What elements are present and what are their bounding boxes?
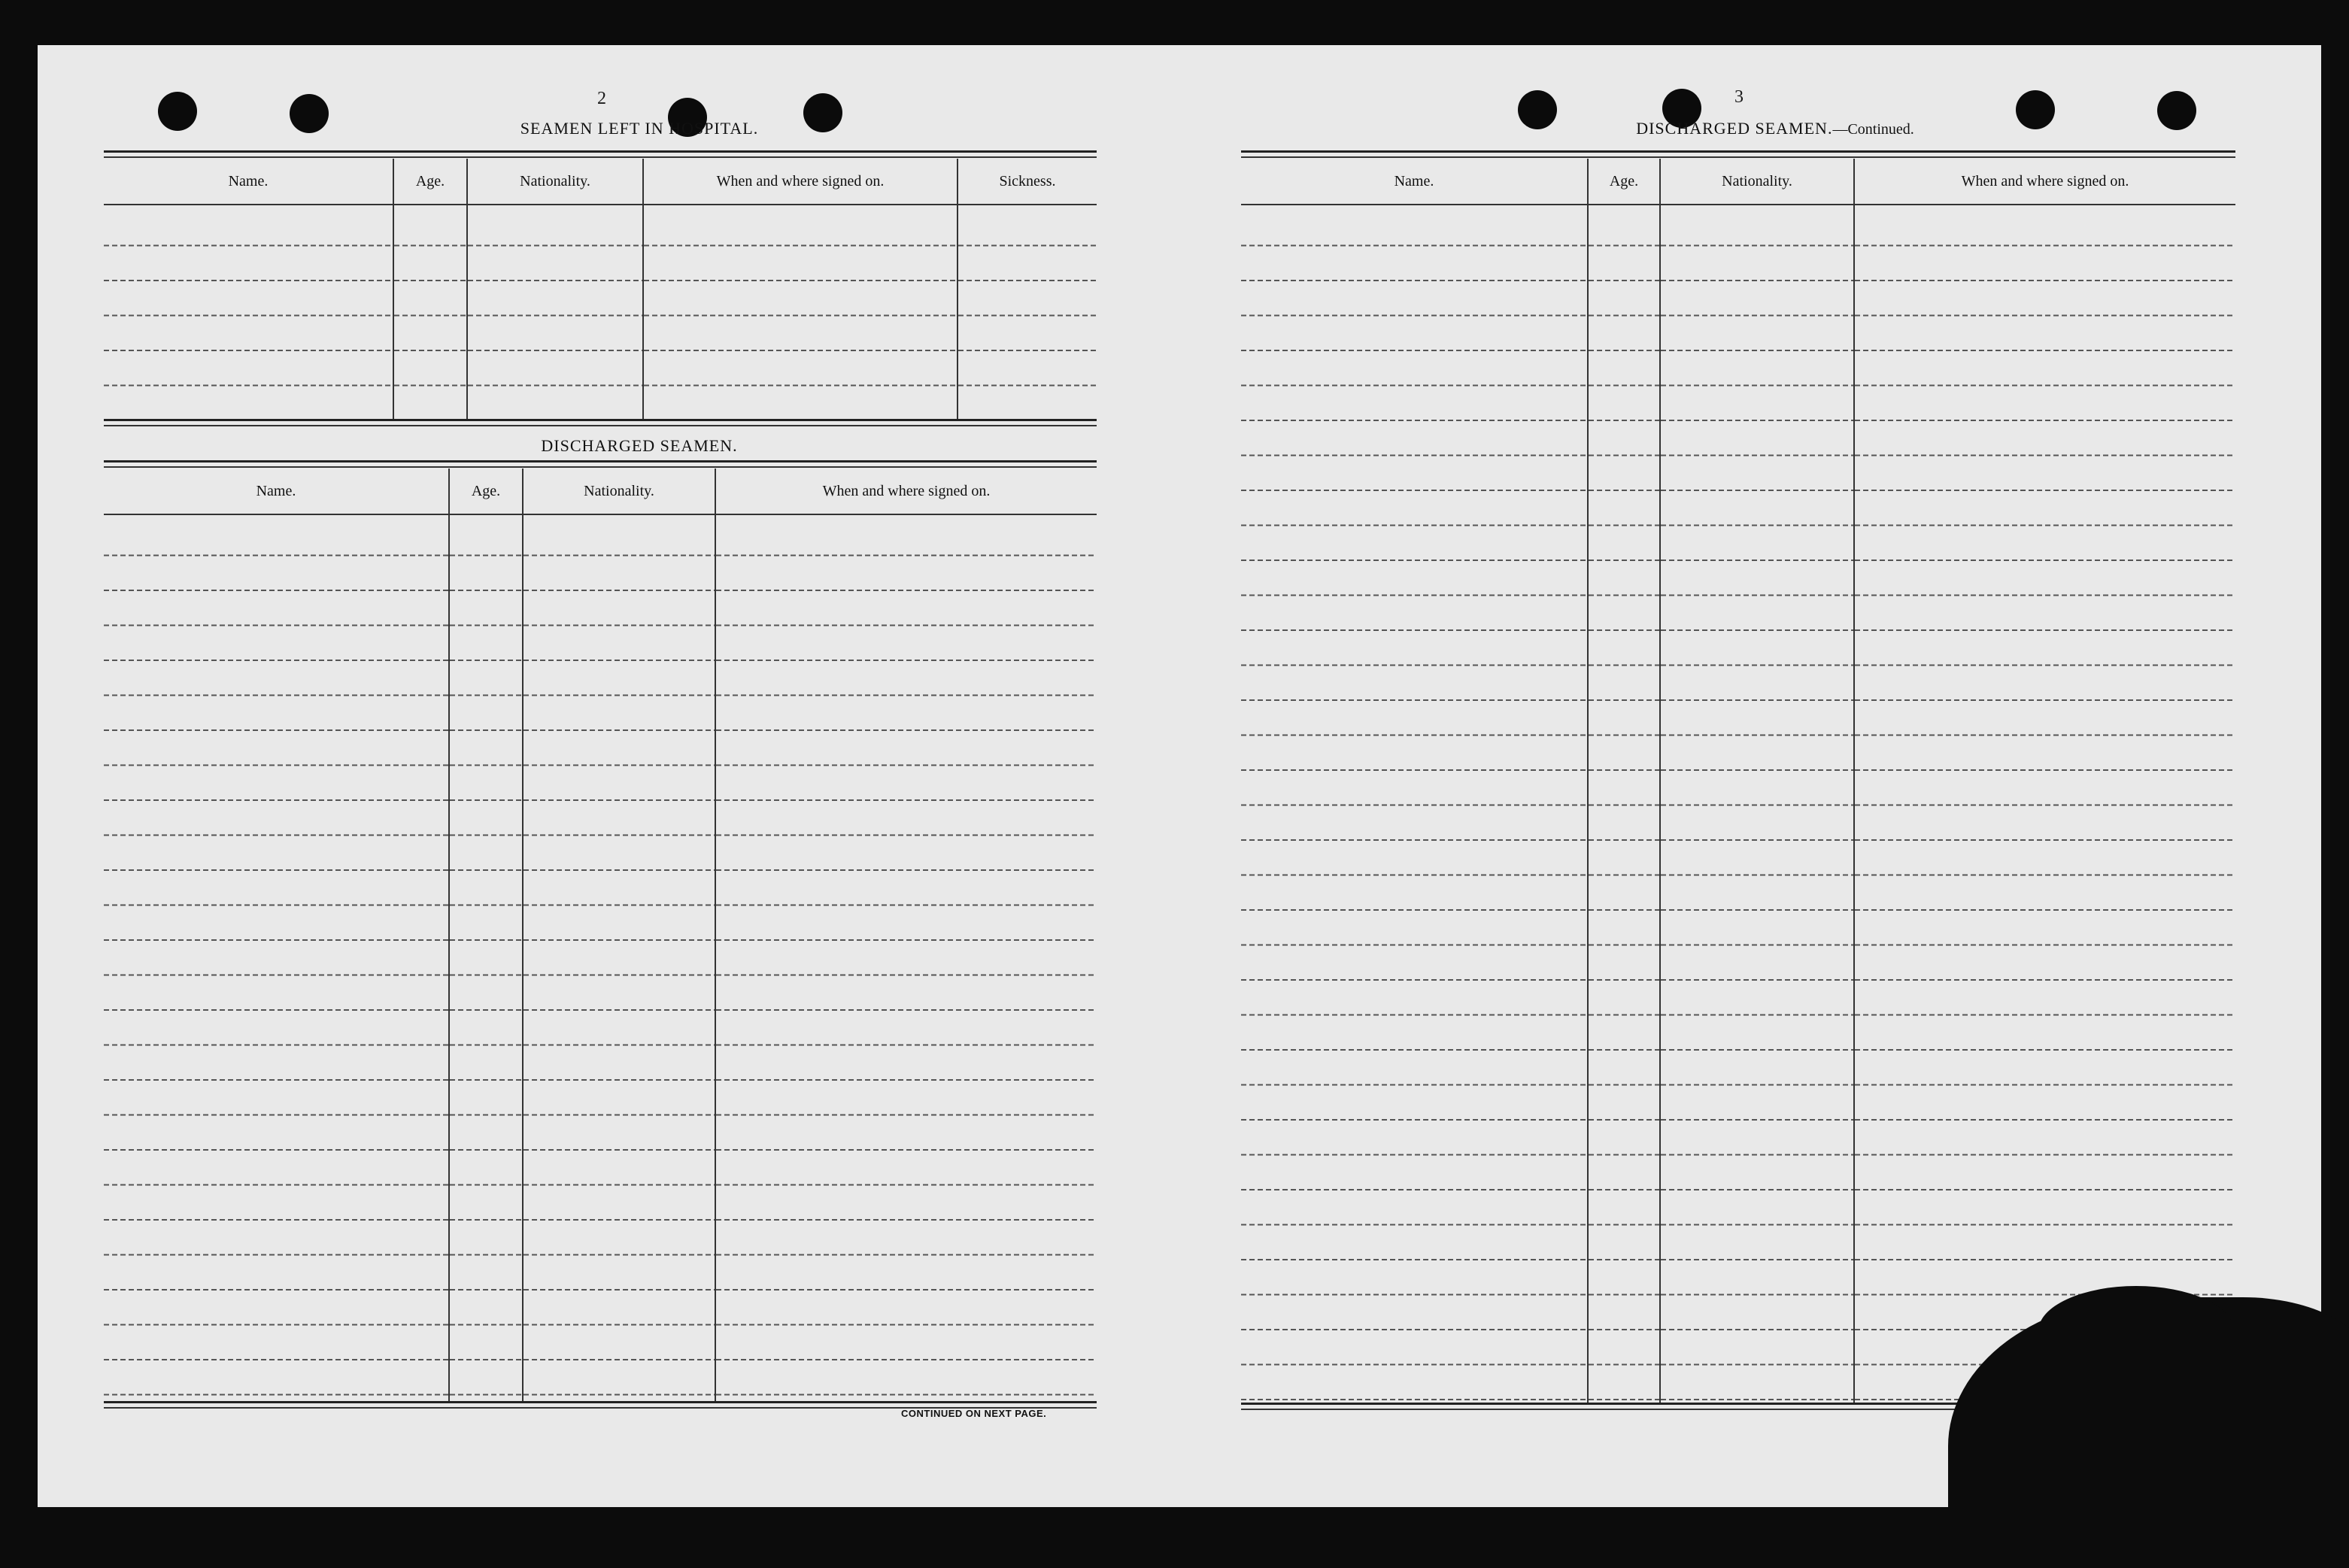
column-header: Sickness. bbox=[958, 159, 1097, 205]
column-header: Age. bbox=[1589, 159, 1659, 205]
punch-hole bbox=[158, 92, 197, 131]
ledger-spread bbox=[38, 45, 2321, 1507]
punch-hole bbox=[2157, 91, 2196, 130]
entry-lines bbox=[450, 521, 522, 1401]
entry-lines bbox=[1589, 211, 1659, 1403]
entry-lines bbox=[1661, 211, 1853, 1403]
column-sickness bbox=[957, 159, 1097, 419]
entry-lines bbox=[104, 211, 393, 419]
page-number-left: 2 bbox=[597, 89, 606, 108]
column-header: Name. bbox=[104, 469, 448, 515]
column-age bbox=[393, 159, 466, 419]
entry-lines bbox=[1855, 211, 2235, 1403]
column-signed-on bbox=[642, 159, 957, 419]
entry-lines bbox=[468, 211, 642, 419]
discharged-table bbox=[104, 460, 1097, 1403]
entry-lines bbox=[716, 521, 1097, 1401]
column-header: Nationality. bbox=[1661, 159, 1853, 205]
column-header: When and where signed on. bbox=[1855, 159, 2235, 205]
entry-lines bbox=[524, 521, 715, 1401]
hospital-table bbox=[104, 150, 1097, 421]
entry-lines bbox=[1241, 211, 1587, 1403]
column-age bbox=[448, 469, 522, 1401]
section-title-hospital: SEAMEN LEFT IN HOSPITAL. bbox=[520, 119, 759, 138]
column-header: Nationality. bbox=[468, 159, 642, 205]
column-nationality bbox=[1659, 159, 1853, 1403]
entry-lines bbox=[644, 211, 957, 419]
continued-note: CONTINUED ON NEXT PAGE. bbox=[901, 1408, 1047, 1419]
section-title-discharged: DISCHARGED SEAMEN. bbox=[541, 436, 738, 455]
column-signed-on bbox=[715, 469, 1097, 1401]
column-age bbox=[1587, 159, 1659, 1403]
section-title-text: DISCHARGED SEAMEN. bbox=[1636, 119, 1833, 138]
column-header: Age. bbox=[450, 469, 522, 515]
entry-lines bbox=[394, 211, 466, 419]
column-header: Name. bbox=[1241, 159, 1587, 205]
entry-lines bbox=[104, 521, 448, 1401]
damaged-corner bbox=[2038, 1286, 2234, 1376]
section-title-discharged-continued bbox=[1512, 119, 2038, 138]
column-nationality bbox=[522, 469, 715, 1401]
column-nationality bbox=[466, 159, 642, 419]
column-name bbox=[1241, 159, 1587, 1403]
column-signed-on bbox=[1853, 159, 2235, 1403]
column-header: Nationality. bbox=[524, 469, 715, 515]
column-header: Age. bbox=[394, 159, 466, 205]
page-number-right: 3 bbox=[1734, 87, 1744, 107]
discharged-continued-table bbox=[1241, 150, 2235, 1405]
column-name bbox=[104, 159, 393, 419]
column-header: When and where signed on. bbox=[644, 159, 957, 205]
column-name bbox=[104, 469, 448, 1401]
column-header: Name. bbox=[104, 159, 393, 205]
punch-hole bbox=[290, 94, 329, 133]
section-title-suffix: —Continued. bbox=[1832, 121, 1914, 138]
entry-lines bbox=[958, 211, 1097, 419]
column-header: When and where signed on. bbox=[716, 469, 1097, 515]
